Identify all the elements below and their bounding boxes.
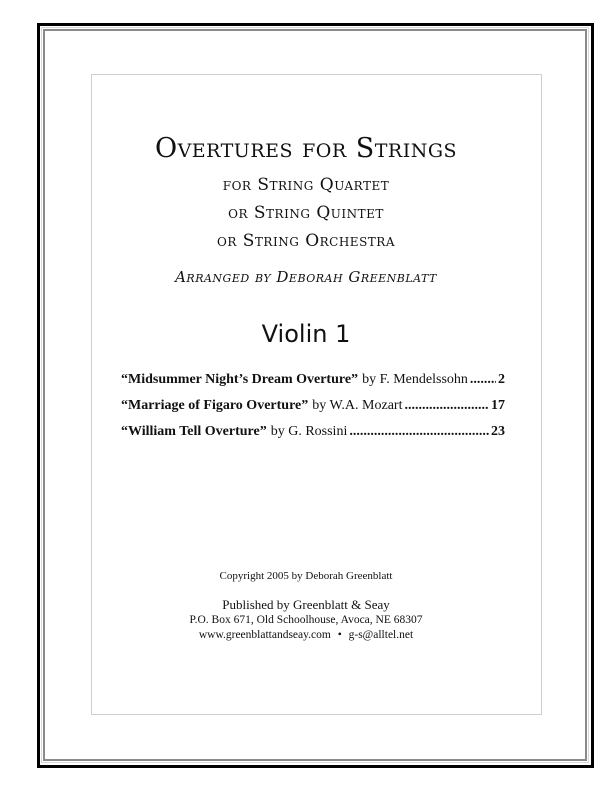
toc-entry-page: 17: [491, 398, 505, 413]
toc-entry-title: “Marriage of Figaro Overture”: [121, 398, 309, 413]
toc-entry-page: 23: [491, 424, 505, 439]
publisher-address: P.O. Box 671, Old Schoolhouse, Avoca, NE 68307: [189, 614, 423, 626]
part-name: Violin 1: [261, 320, 351, 348]
table-of-contents: [121, 372, 505, 450]
contact-line: [0, 629, 612, 641]
toc-leader-dots: [470, 372, 496, 388]
toc-leader-dots: [349, 424, 489, 440]
toc-entry-composer: by W.A. Mozart: [312, 398, 403, 413]
subtitle-quintet: or String Quintet: [228, 203, 384, 223]
toc-entry-title: “William Tell Overture”: [121, 424, 267, 439]
document-title: Overtures for Strings: [154, 133, 458, 164]
toc-entry-title: “Midsummer Night’s Dream Overture”: [121, 372, 359, 387]
toc-entry-composer: by F. Mendelssohn: [362, 372, 468, 387]
toc-entry[interactable]: [121, 398, 505, 424]
copyright-notice: Copyright 2005 by Deborah Greenblatt: [219, 570, 393, 582]
toc-entry[interactable]: [121, 372, 505, 398]
subtitle-orchestra: or String Orchestra: [217, 231, 395, 251]
subtitle-quartet: for String Quartet: [222, 175, 390, 195]
toc-entry[interactable]: [121, 424, 505, 450]
toc-leader-dots: [404, 398, 489, 414]
publisher-name: Published by Greenblatt & Seay: [222, 597, 390, 612]
bullet-separator: •: [337, 629, 342, 641]
toc-entry-composer: by G. Rossini: [270, 424, 348, 439]
website-link[interactable]: www.greenblattandseay.com: [198, 629, 331, 641]
toc-entry-page: 2: [498, 372, 505, 387]
email-link[interactable]: g-s@alltel.net: [348, 629, 414, 641]
arranger-credit: Arranged by Deborah Greenblatt: [175, 268, 437, 286]
